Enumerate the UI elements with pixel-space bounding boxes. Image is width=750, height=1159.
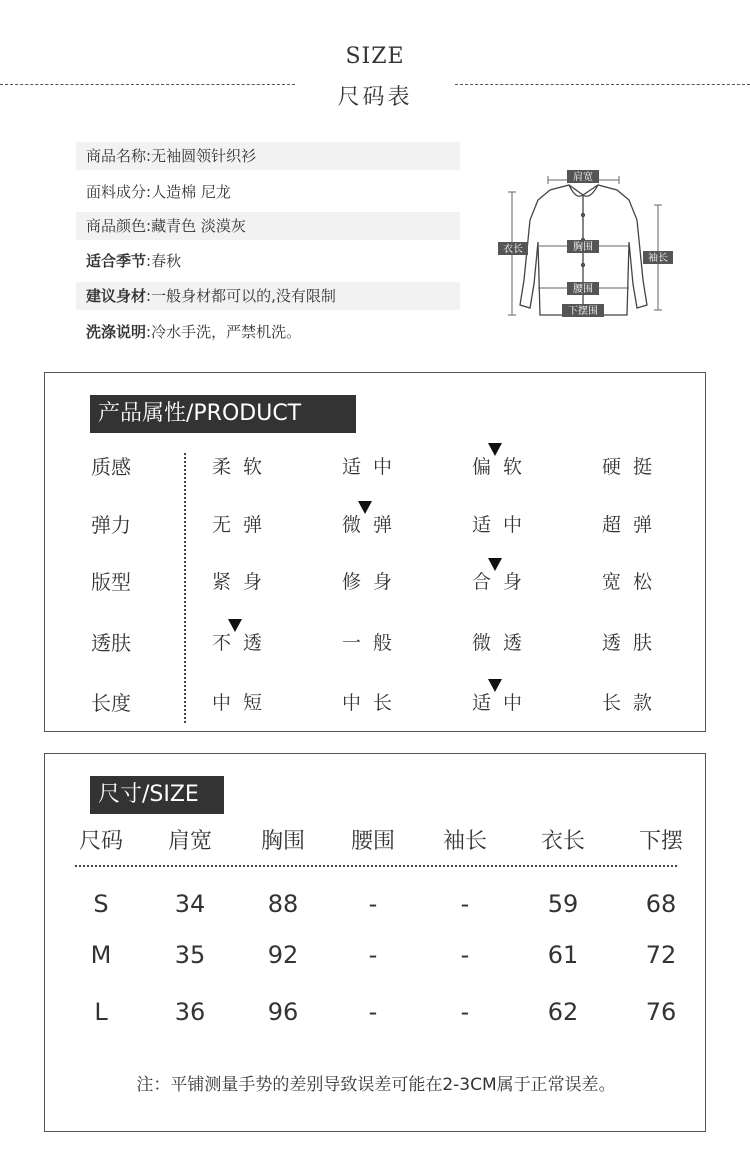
size-cell: 96 <box>267 998 299 1026</box>
size-header-cell: 胸围 <box>260 829 305 854</box>
attribute-name: 透肤 <box>91 631 131 655</box>
attribute-option: 微弹 <box>342 514 405 536</box>
attribute-name: 版型 <box>91 570 131 594</box>
attribute-option: 不透 <box>212 632 275 654</box>
info-separator: : <box>146 217 152 235</box>
info-row <box>76 142 460 170</box>
attribute-option: 适中 <box>472 514 535 536</box>
size-cell: 34 <box>174 890 206 918</box>
info-separator: : <box>146 147 152 165</box>
attribute-option: 紧身 <box>212 571 275 593</box>
info-value: 冷水手洗，严禁机洗。 <box>151 323 302 341</box>
attribute-option: 宽松 <box>602 571 665 593</box>
product-attributes-panel <box>44 372 706 732</box>
selected-marker-icon <box>358 501 372 514</box>
attribute-name: 质感 <box>91 455 131 479</box>
selected-marker-icon <box>488 443 502 456</box>
attribute-option: 适中 <box>472 692 535 714</box>
size-cell: - <box>460 941 470 969</box>
size-cell: M <box>90 941 112 969</box>
info-row <box>76 318 460 346</box>
info-value: 一般身材都可以的,没有限制 <box>151 287 336 305</box>
size-cell: 62 <box>547 998 579 1026</box>
size-cell: 72 <box>645 941 677 969</box>
header-title-en: SIZE <box>345 44 405 69</box>
attribute-option: 中长 <box>342 692 405 714</box>
info-row <box>76 212 460 240</box>
size-header-cell: 肩宽 <box>167 829 212 854</box>
info-row <box>76 247 460 275</box>
attribute-option: 合身 <box>472 571 535 593</box>
info-value: 无袖圆领针织衫 <box>151 147 257 165</box>
attribute-option: 超弹 <box>602 514 665 536</box>
size-cell: - <box>460 890 470 918</box>
attribute-option: 中短 <box>212 692 275 714</box>
diagram-label-chest: 胸围 <box>573 242 593 253</box>
size-cell: 36 <box>174 998 206 1026</box>
size-cell: - <box>368 890 378 918</box>
attribute-option: 长款 <box>602 692 665 714</box>
info-separator: : <box>146 323 152 341</box>
info-label: 适合季节 <box>86 252 147 270</box>
attribute-name: 长度 <box>91 691 131 715</box>
attribute-option: 微透 <box>472 632 535 654</box>
attribute-option: 适中 <box>342 456 405 478</box>
info-separator: : <box>146 183 152 201</box>
diagram-label-hem: 下摆围 <box>568 306 598 317</box>
attribute-option: 无弹 <box>212 514 275 536</box>
size-header-cell: 衣长 <box>540 829 585 854</box>
diagram-label-length: 衣长 <box>503 244 523 255</box>
attribute-option: 柔软 <box>212 456 275 478</box>
attributes-divider <box>184 453 186 723</box>
size-table-panel <box>44 753 706 1132</box>
size-cell: - <box>368 941 378 969</box>
info-label: 面料成分 <box>86 183 147 201</box>
size-cell: - <box>368 998 378 1026</box>
attribute-option: 一般 <box>342 632 405 654</box>
attribute-option: 透肤 <box>602 632 665 654</box>
size-cell: 35 <box>174 941 206 969</box>
size-header-cell: 袖长 <box>442 829 487 854</box>
product-attributes-title: 产品属性/PRODUCT <box>90 395 356 433</box>
info-label: 建议身材 <box>86 287 147 305</box>
diagram-label-waist: 腰围 <box>573 284 593 295</box>
selected-marker-icon <box>228 619 242 632</box>
info-value: 春秋 <box>151 252 182 270</box>
size-cell: 88 <box>267 890 299 918</box>
attribute-option: 硬挺 <box>602 456 665 478</box>
size-cell: S <box>93 890 109 918</box>
size-header-cell: 腰围 <box>350 829 395 854</box>
size-cell: 68 <box>645 890 677 918</box>
size-header-cell: 尺码 <box>78 829 123 854</box>
info-separator: : <box>146 287 152 305</box>
size-cell: 59 <box>547 890 579 918</box>
header-title-cn: 尺码表 <box>337 85 413 110</box>
size-cell: L <box>94 998 108 1026</box>
diagram-label-shoulder: 肩宽 <box>573 172 593 183</box>
size-cell: 76 <box>645 998 677 1026</box>
attribute-option: 修身 <box>342 571 405 593</box>
info-row <box>76 282 460 310</box>
info-row <box>76 178 460 206</box>
size-cell: 61 <box>547 941 579 969</box>
info-label: 洗涤说明 <box>86 323 147 341</box>
size-note: 注：平铺测量手势的差别导致误差可能在2-3CM属于正常误差。 <box>136 1075 616 1095</box>
shirt-measurement-diagram <box>490 160 675 325</box>
size-cell: - <box>460 998 470 1026</box>
size-header-cell: 下摆 <box>638 829 683 854</box>
size-table-divider <box>75 865 677 867</box>
info-label: 商品名称 <box>86 147 147 165</box>
selected-marker-icon <box>488 679 502 692</box>
attribute-name: 弹力 <box>91 513 131 537</box>
attribute-option: 偏软 <box>472 456 535 478</box>
diagram-label-sleeve: 袖长 <box>648 253 668 264</box>
info-label: 商品颜色 <box>86 217 147 235</box>
info-value: 人造棉 尼龙 <box>151 183 231 201</box>
info-value: 藏青色 淡漠灰 <box>151 217 246 235</box>
size-cell: 92 <box>267 941 299 969</box>
size-table-title: 尺寸/SIZE <box>90 776 224 814</box>
selected-marker-icon <box>488 558 502 571</box>
info-separator: : <box>146 252 152 270</box>
